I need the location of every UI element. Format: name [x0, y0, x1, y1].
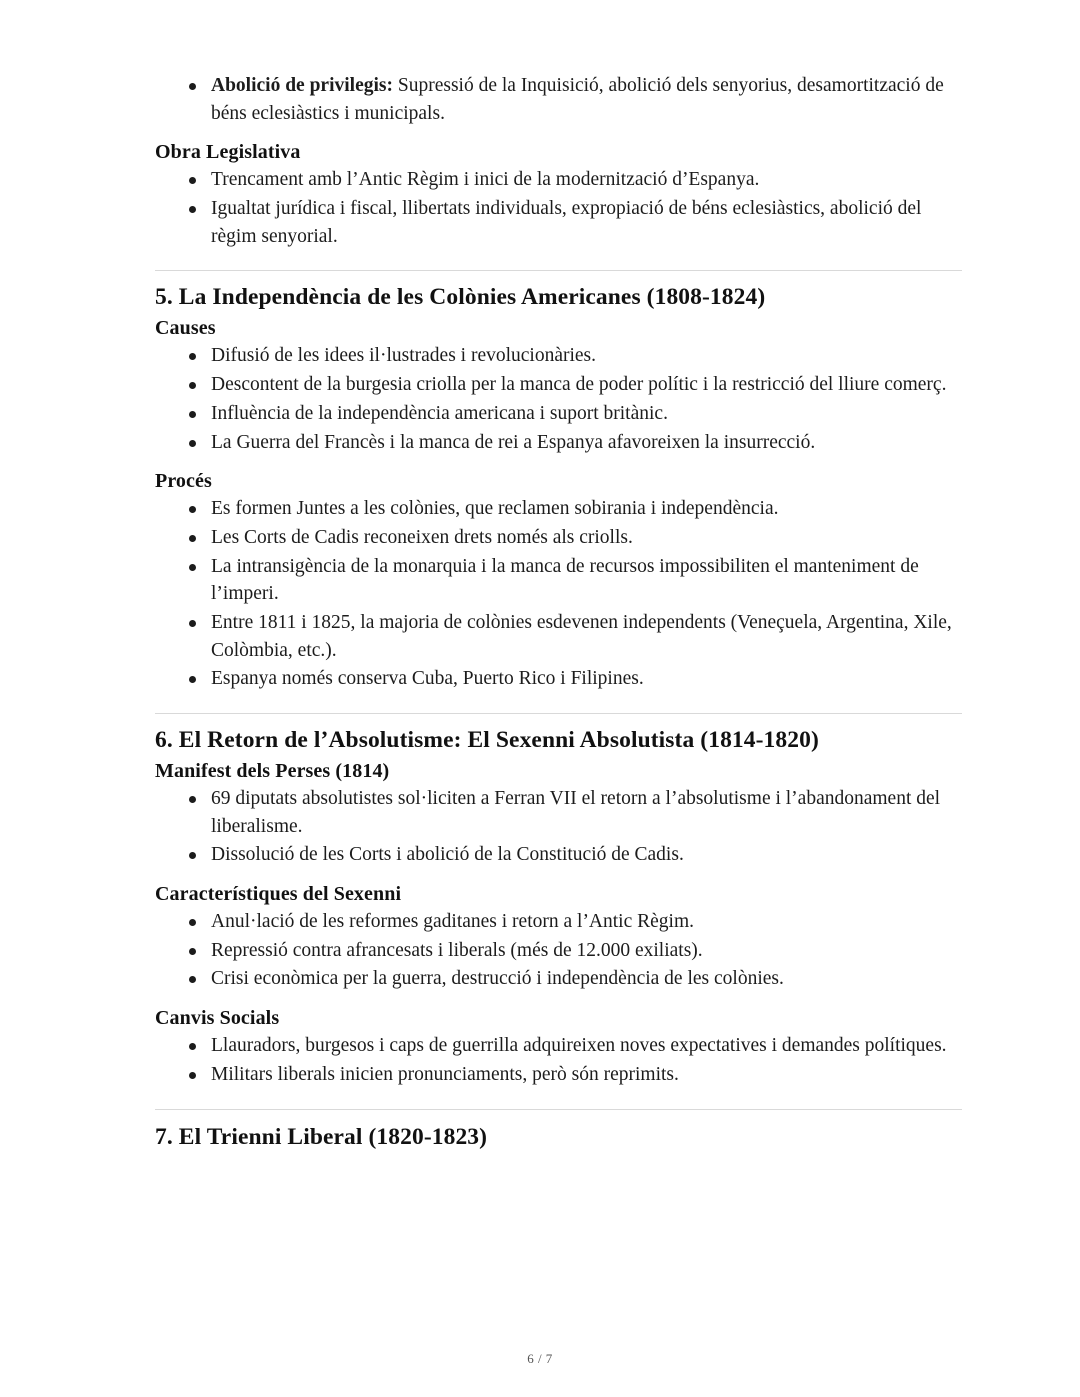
bullet-list-caracteristiques	[155, 908, 962, 993]
list-item: La intransigència de la monarquia i la manca de recursos impossibiliten el manteniment de l’imperi.	[185, 553, 962, 608]
section-divider	[155, 713, 962, 714]
list-item: Anul·lació de les reformes gaditanes i retorn a l’Antic Règim.	[185, 908, 962, 936]
list-item: Entre 1811 i 1825, la majoria de colònies esdevenen independents (Veneçuela, Argentina, Xile, Colòmbia, etc.).	[185, 609, 962, 664]
list-item: Descontent de la burgesia criolla per la manca de poder polític i la restricció del lliure comerç.	[185, 371, 962, 399]
section-heading-7: 7. El Trienni Liberal (1820-1823)	[155, 1123, 488, 1150]
list-item: Crisi econòmica per la guerra, destrucció i independència de les colònies.	[185, 965, 962, 993]
list-item: Repressió contra afrancesats i liberals (més de 12.000 exiliats).	[185, 937, 962, 965]
top-bullet-list	[155, 72, 962, 127]
bullet-list-causes	[155, 342, 962, 456]
bullet-list-obra-legislativa	[155, 166, 962, 250]
list-item: La Guerra del Francès i la manca de rei a Espanya afavoreixen la insurrecció.	[185, 429, 962, 457]
list-item: Les Corts de Cadis reconeixen drets només als criolls.	[185, 524, 962, 552]
list-item: Influència de la independència americana i suport britànic.	[185, 400, 962, 428]
subheading-proces: Procés	[155, 470, 212, 493]
section-divider	[155, 1109, 962, 1110]
list-item: Dissolució de les Corts i abolició de la Constitució de Cadis.	[185, 841, 962, 869]
list-item: Militars liberals inicien pronunciaments, però són reprimits.	[185, 1061, 962, 1089]
list-item: Es formen Juntes a les colònies, que reclamen sobirania i independència.	[185, 495, 962, 523]
list-item: 69 diputats absolutistes sol·liciten a Ferran VII el retorn a l’absolutisme i l’abandonament del liberalisme.	[185, 785, 962, 840]
bullet-list-canvis-socials	[155, 1032, 962, 1088]
subheading-causes: Causes	[155, 317, 216, 340]
bullet-list-proces	[155, 495, 962, 693]
bullet-strong-label: Abolició de privilegis:	[211, 75, 393, 96]
subheading-manifest-dels-perses: Manifest dels Perses (1814)	[155, 760, 390, 782]
list-item: Llauradors, burgesos i caps de guerrilla adquireixen noves expectatives i demandes polítiques.	[185, 1032, 962, 1060]
subheading-canvis-socials: Canvis Socials	[155, 1007, 280, 1030]
list-item: Trencament amb l’Antic Règim i inici de la modernització d’Espanya.	[185, 166, 962, 194]
bullet-text: Supressió de la Inquisició, abolició dels senyorius, desamortització de béns eclesiàstics i municipals.	[211, 75, 944, 124]
bullet-list-manifest-dels-perses	[155, 785, 962, 869]
section-divider	[155, 270, 962, 271]
list-item	[185, 72, 962, 127]
list-item: Difusió de les idees il·lustrades i revolucionàries.	[185, 342, 962, 370]
list-item: Espanya només conserva Cuba, Puerto Rico i Filipines.	[185, 665, 962, 693]
page-number: 6 / 7	[527, 1351, 553, 1366]
list-item: Igualtat jurídica i fiscal, llibertats individuals, expropiació de béns eclesiàstics, abolició del règim senyorial.	[185, 195, 962, 250]
section-heading-6: 6. El Retorn de l’Absolutisme: El Sexenni Absolutista (1814-1820)	[155, 727, 819, 753]
subheading-obra-legislativa: Obra Legislativa	[155, 141, 301, 164]
subheading-caracteristiques-del-sexenni: Característiques del Sexenni	[155, 883, 402, 906]
section-heading-5: 5. La Independència de les Colònies Americanes (1808-1824)	[155, 284, 766, 311]
